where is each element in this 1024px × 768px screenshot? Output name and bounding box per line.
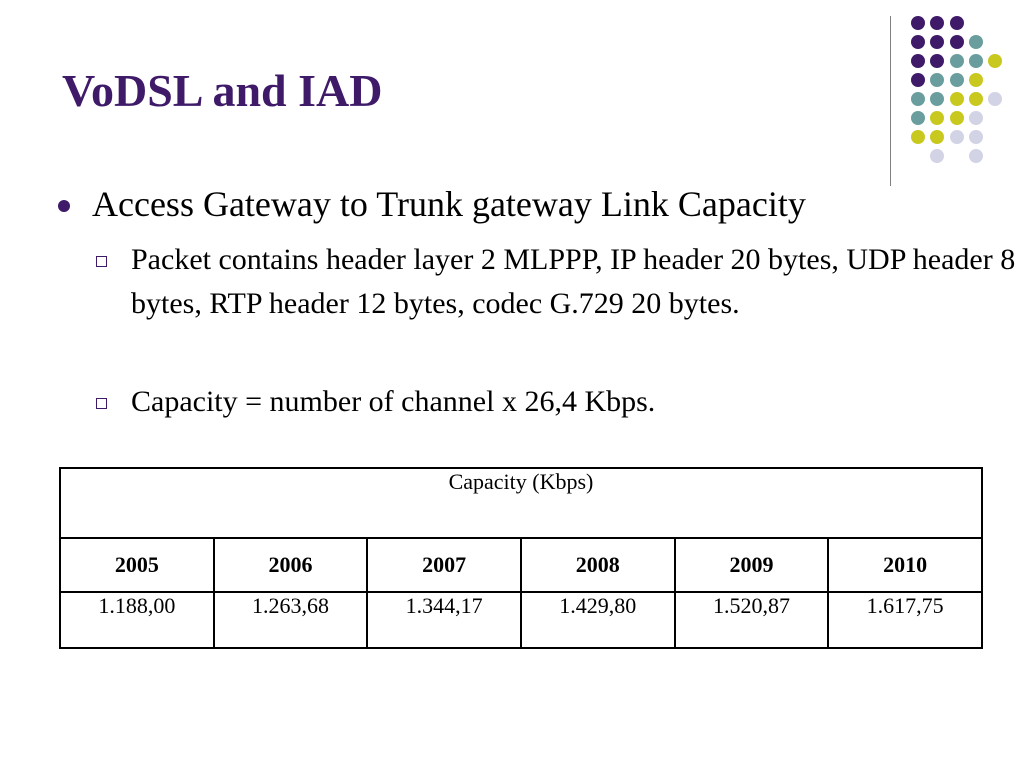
decorative-dot [950, 16, 964, 30]
decorative-dot [930, 73, 944, 87]
decorative-dot [969, 73, 983, 87]
decorative-dot [950, 73, 964, 87]
decorative-dot [950, 35, 964, 49]
decorative-dot [930, 16, 944, 30]
decorative-dot [969, 111, 983, 125]
value-cell: 1.263,68 [214, 592, 368, 648]
decorative-dot [969, 130, 983, 144]
bullet-dot-icon [58, 200, 70, 212]
decorative-dot [911, 130, 925, 144]
year-cell: 2010 [828, 538, 982, 592]
capacity-table [59, 467, 983, 649]
decorative-dot [911, 73, 925, 87]
decorative-dot [930, 35, 944, 49]
square-bullet-icon [96, 398, 107, 409]
decorative-dot [911, 111, 925, 125]
decorative-dot [950, 130, 964, 144]
decorative-dot [988, 54, 1002, 68]
decorative-dot [950, 111, 964, 125]
decorative-dot [988, 92, 1002, 106]
decorative-dot [930, 130, 944, 144]
year-cell: 2008 [521, 538, 675, 592]
decorative-dot [911, 54, 925, 68]
value-cell: 1.617,75 [828, 592, 982, 648]
square-bullet-icon [96, 256, 107, 267]
decorative-dot [930, 92, 944, 106]
table-header-capacity: Capacity (Kbps) [60, 468, 982, 538]
decorative-dot [911, 35, 925, 49]
table-row-values [60, 592, 982, 648]
decorative-dot [950, 54, 964, 68]
year-cell: 2009 [675, 538, 829, 592]
decorative-dot [930, 111, 944, 125]
value-cell: 1.429,80 [521, 592, 675, 648]
decorative-dot [969, 35, 983, 49]
sub-bullet-capacity-formula: Capacity = number of channel x 26,4 Kbps. [131, 385, 656, 418]
decorative-dot [969, 92, 983, 106]
decorative-dot [911, 92, 925, 106]
value-cell: 1.344,17 [367, 592, 521, 648]
decorative-dot [930, 54, 944, 68]
decorative-dot [950, 92, 964, 106]
year-cell: 2006 [214, 538, 368, 592]
decorative-dot [911, 16, 925, 30]
year-cell: 2005 [60, 538, 214, 592]
decorative-dot [969, 54, 983, 68]
value-cell: 1.520,87 [675, 592, 829, 648]
bullet-access-gateway: Access Gateway to Trunk gateway Link Capacity [92, 184, 806, 224]
value-cell: 1.188,00 [60, 592, 214, 648]
table-row-years [60, 538, 982, 592]
sub-bullet-packet-contents: Packet contains header layer 2 MLPPP, IP header 20 bytes, UDP header 8 bytes, RTP header 12 bytes, codec G.729 20 bytes. [131, 243, 1016, 320]
decorative-dot-grid [0, 0, 1024, 200]
year-cell: 2007 [367, 538, 521, 592]
decorative-dot [930, 149, 944, 163]
decorative-dot [969, 149, 983, 163]
slide-title: VoDSL and IAD [62, 65, 383, 116]
